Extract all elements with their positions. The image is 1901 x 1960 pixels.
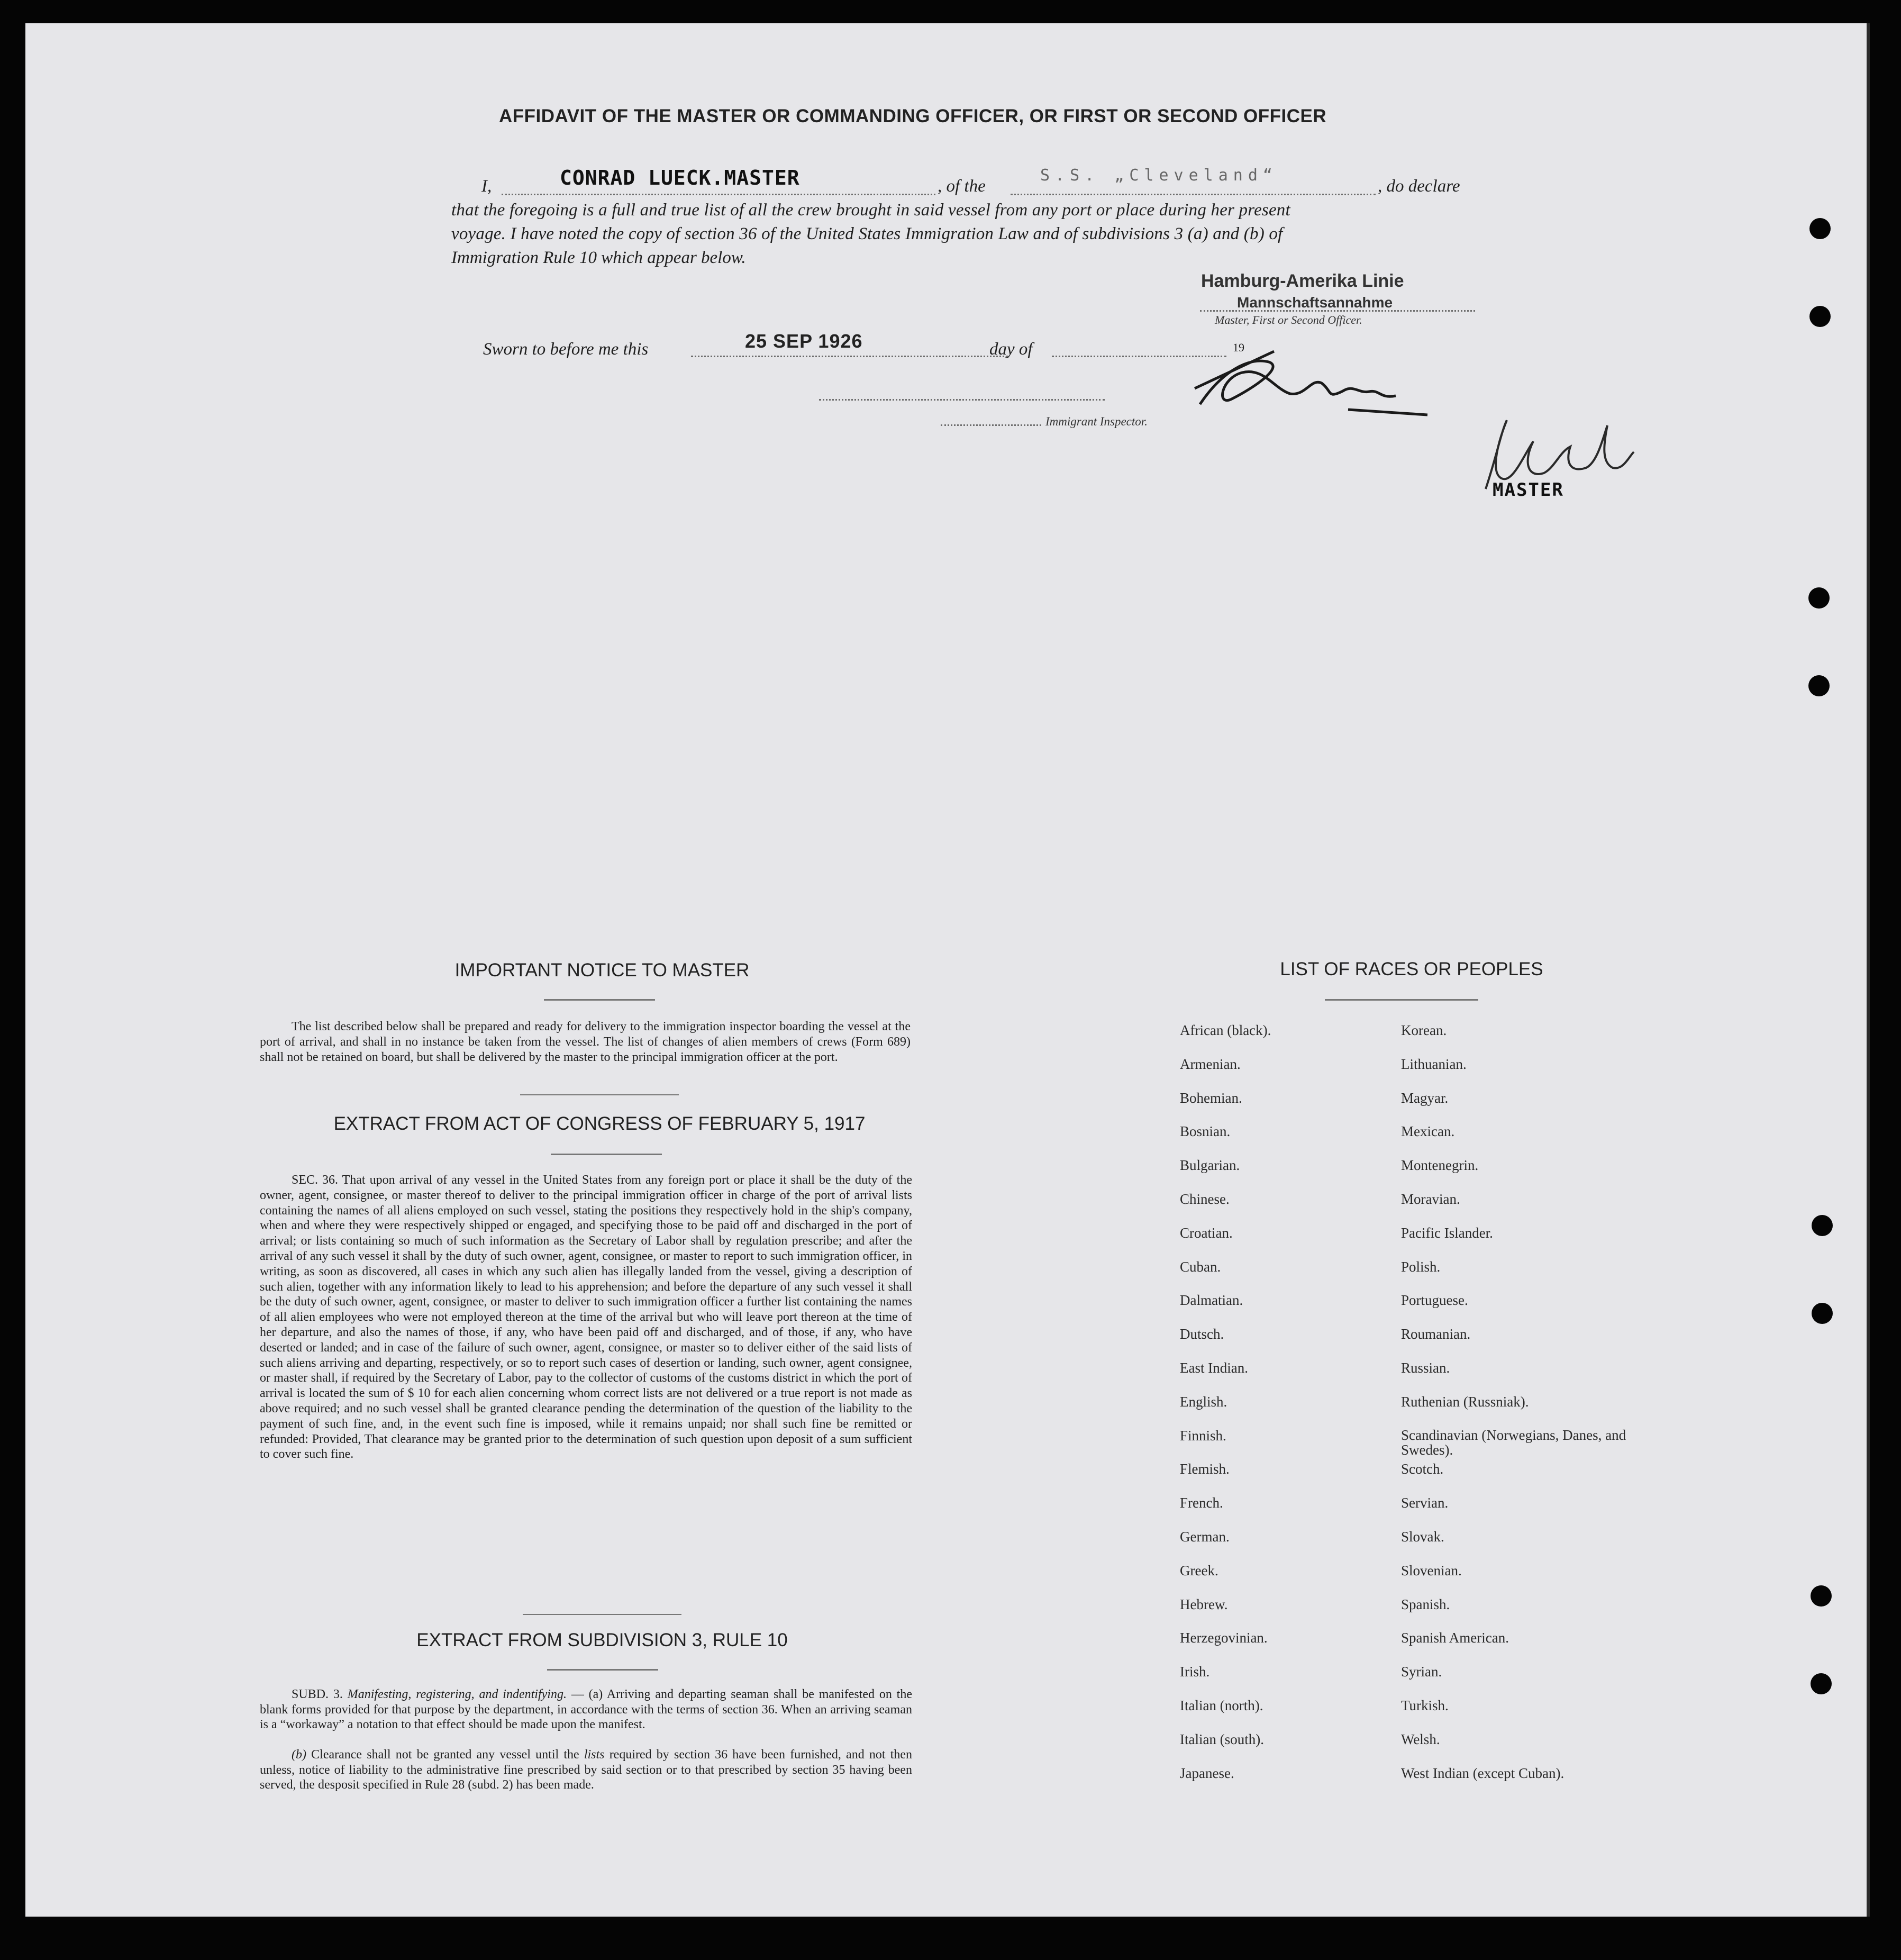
race-item: Mexican.: [1401, 1123, 1455, 1140]
race-item: Moravian.: [1401, 1191, 1460, 1207]
sworn-label: Sworn to before me this: [483, 340, 649, 359]
divider: [547, 1669, 658, 1671]
races-title: LIST OF RACES OR PEOPLES: [1280, 959, 1543, 979]
punch-hole: [1812, 1303, 1833, 1324]
vessel-value: S.S. „Cleveland“: [1040, 166, 1278, 185]
race-item: Russian.: [1401, 1360, 1450, 1376]
race-item: Slovenian.: [1401, 1562, 1462, 1578]
race-item: Dutsch.: [1180, 1326, 1224, 1342]
punch-hole: [1811, 1585, 1832, 1607]
officer-caption: Master, First or Second Officer.: [1215, 313, 1362, 326]
inspector-signature: [1189, 341, 1443, 420]
inspector-caption: Immigrant Inspector.: [1045, 415, 1148, 428]
race-item: Japanese.: [1180, 1765, 1234, 1781]
punch-hole: [1812, 1215, 1833, 1236]
rule-subdivision-a: [260, 1687, 912, 1732]
race-item: Slovak.: [1401, 1529, 1444, 1545]
race-item: Finnish.: [1180, 1427, 1226, 1444]
rule-a-lead: SUBD. 3.: [292, 1687, 343, 1701]
race-item: Welsh.: [1401, 1731, 1440, 1747]
race-item: Ruthenian (Russniak).: [1401, 1393, 1529, 1410]
divider: [1325, 999, 1478, 1001]
race-item: Bohemian.: [1180, 1090, 1242, 1106]
race-item: Herzegovinian.: [1180, 1630, 1268, 1646]
race-item: Bulgarian.: [1180, 1157, 1240, 1174]
act-text: SEC. 36. That upon arrival of any vessel in the United States from any foreign port or place it shall be the duty of the owner, agent, consignee, or master thereof to deliver to the principal immigration officer in charge of the port of arrival lists containing the names of all aliens employed on such vessel, stating the positions they respectively hold in the ship's company, when and where they were respectively shipped or engaged, and specifying those to be paid off and discharged in the port of arrival; or lists containing so much of such information as the Secretary of Labor shall by regulation prescribe; and after the arrival of any such vessel it shall by the duty of such owner, agent, consignee, or master to report to such immigration officer, in writing, as soon as discovered, all cases in which any such alien has illegally landed from the vessel, giving a description of such alien, together with any information likely to lead to his apprehension; and before the departure of any such vessel it shall be the duty of such owner, agent, consignee, or master to deliver to such immigration officer a further list containing the names of all alien employees who were not employed thereon at the time of the arrival but who will leave port thereon at the time of her departure, and also the names of those, if any, who have been paid off and discharged, and of those, if any, who have deserted or landed; and in case of the failure of such owner, agent, consignee, or master so to deliver either of the said lists of such aliens arriving and departing, respectively, or so to report such cases of desertion or landing, such owner, agent consignee, or master shall, if required by the Secretary of Labor, pay to the collector of customs of the customs district in which the port of arrival is located the sum of $ 10 for each alien concerning whom correct lists are not delivered or a true report is not made as above required; and no such vessel shall be granted clearance pending the determination of the question of the liability to the payment of such fine, and, in the event such fine is imposed, while it remains unpaid; nor shall such fine be remitted or refunded: Provided, That clearance may be granted prior to the determination of such question upon deposit of a sum sufficient to cover such fine.: [260, 1173, 912, 1462]
race-item: Flemish.: [1180, 1461, 1230, 1477]
act-title: EXTRACT FROM ACT OF CONGRESS OF FEBRUARY 5, 1917: [333, 1113, 866, 1134]
race-item: Croatian.: [1180, 1224, 1233, 1241]
race-item: English.: [1180, 1393, 1227, 1410]
punch-hole: [1808, 587, 1830, 609]
race-item: Armenian.: [1180, 1056, 1241, 1072]
race-item: Dalmatian.: [1180, 1292, 1243, 1309]
race-item: Italian (south).: [1180, 1731, 1264, 1747]
affidavit-heading: AFFIDAVIT OF THE MASTER OR COMMANDING OFFICER, OR FIRST OR SECOND OFFICER: [499, 106, 1327, 126]
inspector-signature-line: [819, 394, 1105, 401]
sworn-date-value: 25 SEP 1926: [745, 330, 863, 352]
race-item: Cuban.: [1180, 1258, 1221, 1275]
punch-hole: [1809, 306, 1831, 327]
race-item: Lithuanian.: [1401, 1056, 1467, 1072]
divider: [544, 999, 655, 1001]
race-item: Korean.: [1401, 1022, 1447, 1038]
race-item: Bosnian.: [1180, 1123, 1231, 1140]
punch-hole: [1811, 1673, 1832, 1694]
race-item: French.: [1180, 1495, 1223, 1511]
divider: [551, 1154, 662, 1155]
race-item: Montenegrin.: [1401, 1157, 1479, 1174]
race-item: Polish.: [1401, 1258, 1441, 1275]
master-stamp: MASTER: [1493, 479, 1564, 501]
race-item: African (black).: [1180, 1022, 1271, 1038]
rule-a-text: — (a) Arriving and departing seaman shall be manifested on the blank forms provided for that purpose by the department, in accordance with the terms of section 36. When an arriving seaman is a “workaway” a notation to that effect should be made upon the manifest.: [260, 1687, 912, 1731]
notice-text: The list described below shall be prepared and ready for delivery to the immigration inspector boarding the vessel at the port of arrival, and shall in no instance be taken from the vessel. The list of changes of alien members of crews (Form 689) shall not be retained on board, but shall be delivered by the master to the principal immigration officer at the port.: [260, 1020, 911, 1064]
race-item: Servian.: [1401, 1495, 1449, 1511]
rule-b-text-2: required by section 36 have been furnished, and not then unless, notice of liability to the administrative fine prescribed by said section or to that prescribed by section 35 having been served, the desposit specified in Rule 28 (subd. 2) has been made.: [260, 1748, 913, 1792]
affidavit-i-label: I,: [481, 177, 492, 196]
race-item: German.: [1180, 1529, 1230, 1545]
rule-a-italic: Manifesting, registering, and indentifying.: [347, 1687, 567, 1701]
notice-title: IMPORTANT NOTICE TO MASTER: [454, 960, 750, 981]
rule-title: EXTRACT FROM SUBDIVISION 3, RULE 10: [416, 1630, 788, 1650]
race-item: Spanish.: [1401, 1596, 1450, 1612]
race-item: Scotch.: [1401, 1461, 1444, 1477]
race-item: Portuguese.: [1401, 1292, 1468, 1309]
race-item: East Indian.: [1180, 1360, 1248, 1376]
rule-subdivision-b: [260, 1747, 912, 1793]
rule-b-text-1: Clearance shall not be granted any vessel until the: [311, 1748, 579, 1762]
do-declare-label: , do declare: [1378, 177, 1460, 196]
document-page: [25, 23, 1870, 1917]
race-item: Chinese.: [1180, 1191, 1230, 1207]
race-item: Italian (north).: [1180, 1698, 1263, 1713]
master-name-value: CONRAD LUECK.MASTER: [560, 166, 800, 189]
race-item: Spanish American.: [1401, 1630, 1509, 1646]
company-stamp-line-2: Mannschaftsannahme: [1237, 294, 1393, 311]
race-item: West Indian (except Cuban).: [1401, 1765, 1565, 1781]
race-item: Irish.: [1180, 1664, 1210, 1680]
punch-hole: [1809, 218, 1831, 239]
race-item: Magyar.: [1401, 1090, 1449, 1106]
race-item: Roumanian.: [1401, 1326, 1471, 1342]
affidavit-line-4: Immigration Rule 10 which appear below.: [451, 248, 746, 267]
inspector-caption-line: [941, 419, 1041, 426]
day-of-label: day of: [989, 340, 1033, 359]
race-item: Scandinavian (Norwegians, Danes, and Swedes).: [1401, 1427, 1626, 1458]
race-item: Syrian.: [1401, 1664, 1442, 1680]
of-the-label: , of the: [938, 177, 986, 196]
rule-b-lead: (b): [292, 1748, 306, 1762]
rule-b-italic: lists: [584, 1748, 605, 1762]
race-item: Turkish.: [1401, 1698, 1449, 1713]
punch-hole: [1808, 675, 1830, 696]
race-item: Greek.: [1180, 1562, 1218, 1578]
year-prefix: 19: [1233, 341, 1244, 354]
affidavit-line-2: that the foregoing is a full and true list of all the crew brought in said vessel from any port or place during her present: [451, 201, 1290, 220]
race-item: Hebrew.: [1180, 1596, 1228, 1612]
affidavit-line-3: voyage. I have noted the copy of section 36 of the United States Immigration Law and of subdivisions 3 (a) and (b) of: [451, 224, 1283, 243]
officer-signature-line: [1200, 305, 1475, 312]
race-item: Pacific Islander.: [1401, 1224, 1493, 1241]
divider: [520, 1094, 679, 1095]
divider: [523, 1614, 681, 1615]
company-stamp-line-1: Hamburg-Amerika Linie: [1201, 271, 1404, 291]
